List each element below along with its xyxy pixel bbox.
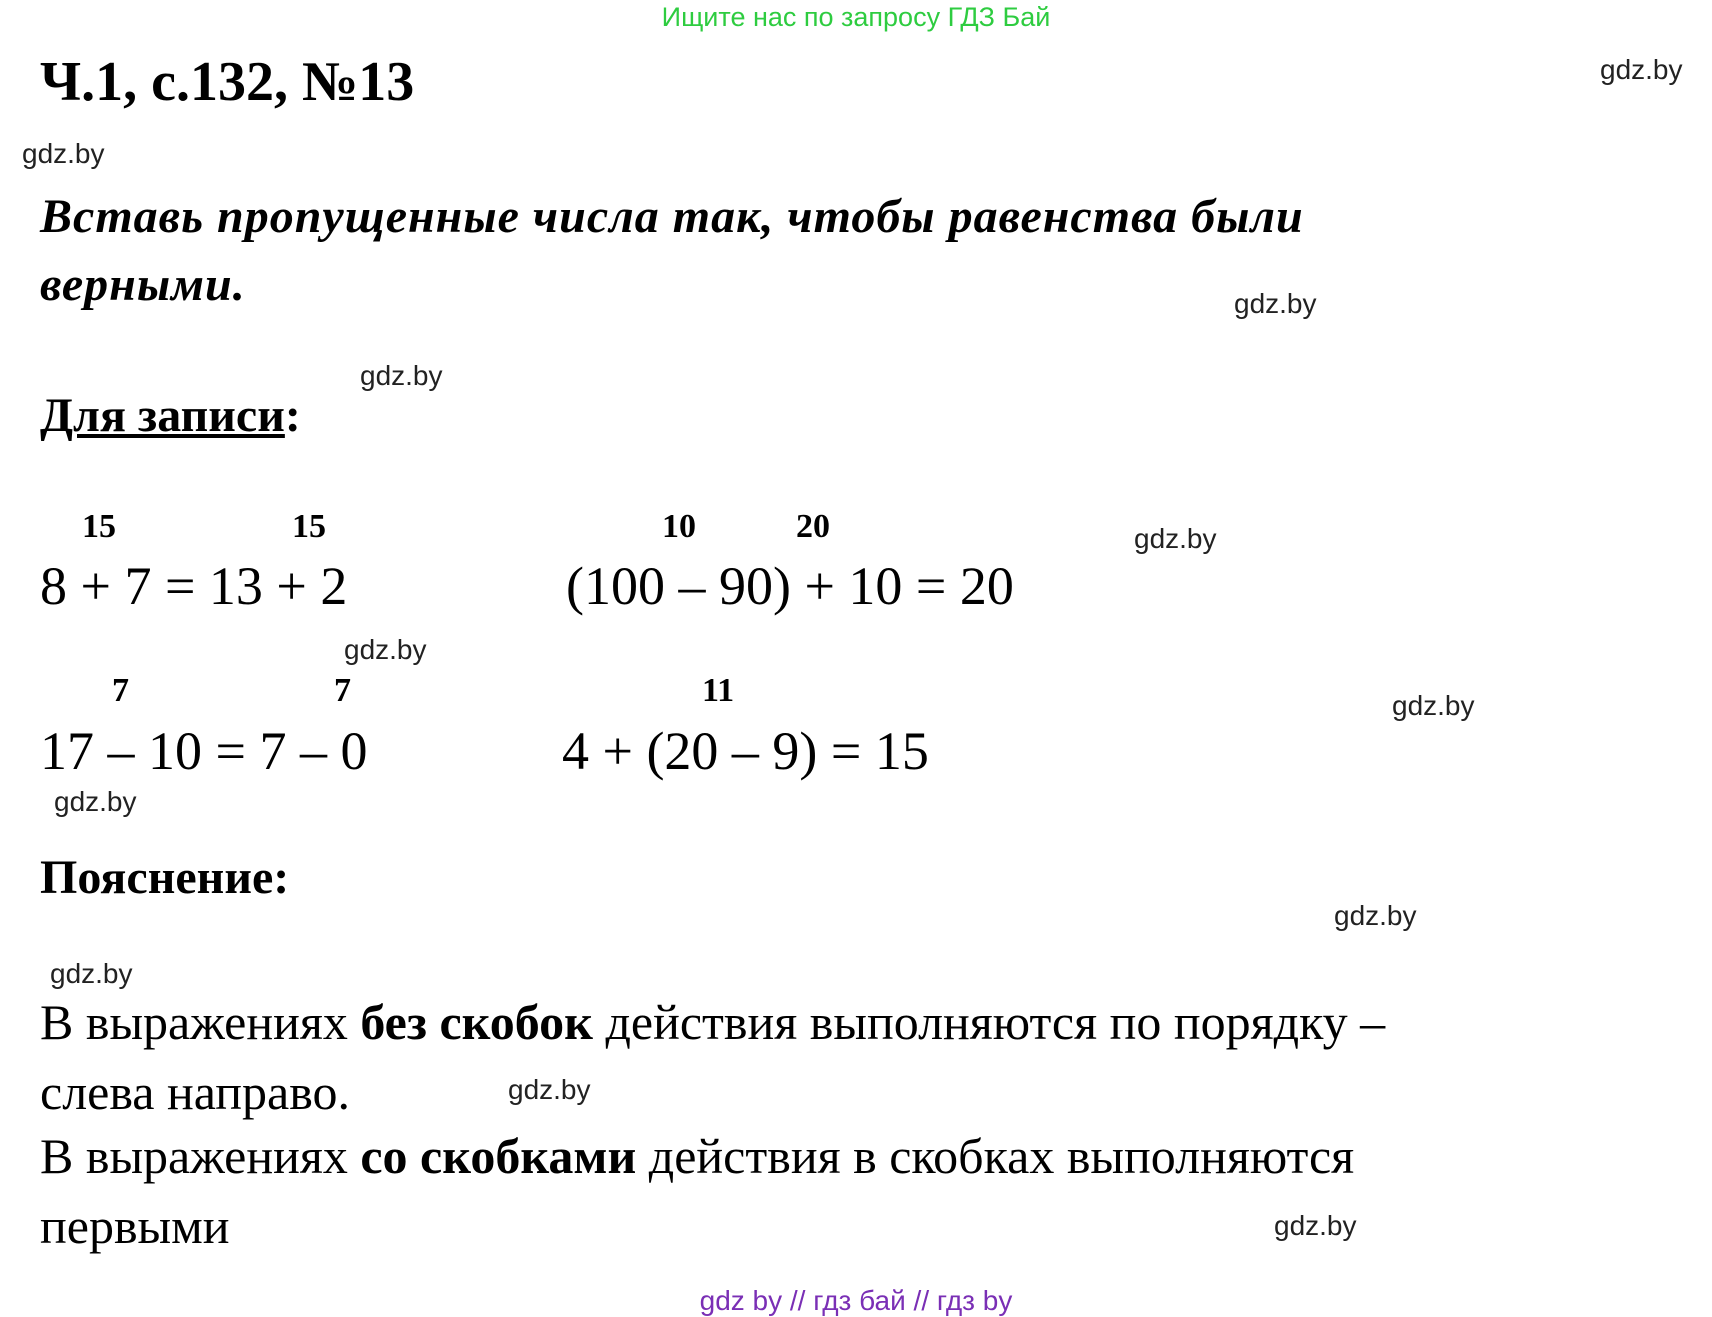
watermark: gdz.by (1134, 523, 1217, 554)
task-text (40, 183, 1304, 319)
watermark: gdz.by (508, 1074, 591, 1105)
watermark: gdz.by (1234, 288, 1317, 319)
record-label: Для записи (40, 389, 285, 442)
p2-pre: В выражениях (40, 1128, 361, 1184)
equation-3: 17 – 10 = 7 – 0 (40, 721, 368, 781)
equation-1: 8 + 7 = 13 + 2 (40, 556, 348, 616)
watermark: gdz.by (1392, 690, 1475, 721)
task-line-1: Вставь пропущенные числа так, чтобы равенства были (40, 190, 1304, 243)
equation-4: 4 + (20 – 9) = 15 (562, 721, 929, 781)
explanation-heading: Пояснение: (40, 851, 290, 904)
p1-post: действия выполняются по порядку – (592, 994, 1386, 1050)
paragraph-1-line-2: слева направо. (40, 1064, 350, 1120)
watermark: gdz.by (54, 786, 137, 817)
hint-1a: 15 (82, 508, 116, 545)
record-colon: : (284, 389, 301, 442)
equation-2: (100 – 90) + 10 = 20 (566, 556, 1014, 616)
watermark: gdz.by (360, 360, 443, 391)
hint-2b: 20 (796, 508, 830, 545)
watermark: gdz.by (1274, 1210, 1357, 1241)
paragraph-2-line-2: первыми (40, 1198, 230, 1254)
footer-links[interactable]: gdz by // гдз бай // гдз by (699, 1285, 1013, 1316)
p2-post: действия в скобках выполняются (636, 1128, 1355, 1184)
paragraph-2 (40, 1122, 1354, 1190)
hint-4a: 11 (702, 672, 735, 709)
hint-1b: 15 (292, 508, 326, 545)
watermark: gdz.by (344, 634, 427, 665)
watermark: gdz.by (22, 138, 105, 169)
p1-pre: В выражениях (40, 994, 361, 1050)
page-title: Ч.1, с.132, №13 (40, 51, 415, 113)
watermark: gdz.by (1334, 900, 1417, 931)
hint-2a: 10 (662, 508, 696, 545)
paragraph-1 (40, 988, 1385, 1056)
hint-3a: 7 (112, 672, 129, 709)
task-line-2: верными. (40, 258, 246, 311)
watermark: gdz.by (1600, 54, 1683, 85)
p1-bold: без скобок (360, 994, 593, 1050)
p2-bold: со скобками (360, 1128, 637, 1184)
watermark: gdz.by (50, 958, 133, 989)
hint-3b: 7 (334, 672, 351, 709)
record-heading (40, 388, 301, 443)
top-banner[interactable]: Ищите нас по запросу ГДЗ Бай (661, 2, 1051, 32)
